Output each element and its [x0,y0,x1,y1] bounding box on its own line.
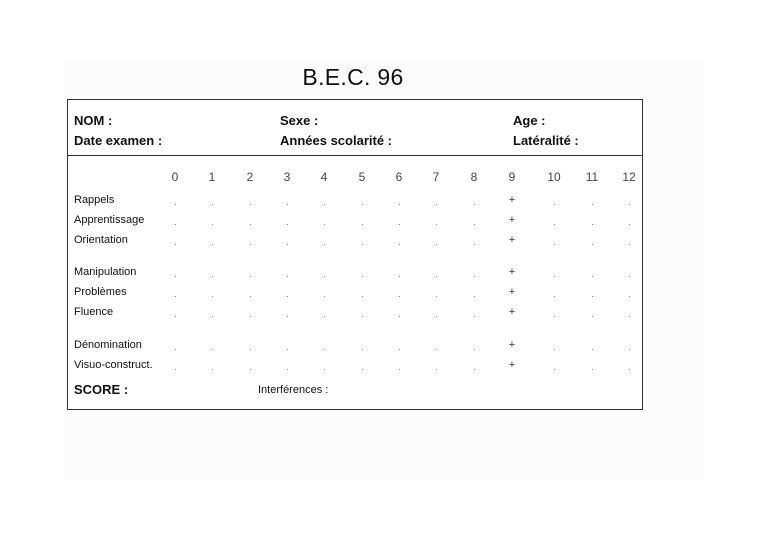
scale-dot [554,296,555,297]
scale-dot [399,296,400,297]
scale-dot [175,296,176,297]
scale-dot [629,276,630,277]
scale-number: 0 [171,170,179,184]
scale-dot [399,224,400,225]
scale-dot [250,244,251,245]
scale-number: 1 [208,170,216,184]
scale-dot [250,369,251,370]
scale-dot [436,349,437,350]
scale-number: 9 [508,170,516,184]
scale-dot [554,224,555,225]
scale-dot [629,369,630,370]
scale-dot [436,369,437,370]
scale-dot [175,276,176,277]
scale-dot [324,244,325,245]
scale-dot [324,316,325,317]
subtest-label: Visuo-construct. [74,359,153,371]
scale-dot [592,276,593,277]
scale-dot [554,244,555,245]
scale-dot [250,224,251,225]
scale-number: 12 [622,170,636,184]
interferences-label: Interférences : [258,384,329,396]
plus-marker: + [508,234,516,246]
scale-dot [436,296,437,297]
scale-dot [629,244,630,245]
scale-dot [287,369,288,370]
scale-number: 3 [283,170,291,184]
scale-dot [592,316,593,317]
scale-dot [250,316,251,317]
scale-dot [474,369,475,370]
scale-dot [287,204,288,205]
scale-dot [287,244,288,245]
scale-dot [436,204,437,205]
subtest-label: Dénomination [74,339,142,351]
scale-dot [324,276,325,277]
plus-marker: + [508,359,516,371]
scale-dot [212,276,213,277]
scale-dot [175,244,176,245]
score-label: SCORE : [74,382,129,397]
scale-dot [362,316,363,317]
scale-dot [554,276,555,277]
scale-dot [554,369,555,370]
scale-dot [212,204,213,205]
plus-marker: + [508,306,516,318]
scale-dot [362,224,363,225]
subtest-label: Orientation [74,234,128,246]
scale-dot [629,204,630,205]
scale-number: 6 [395,170,403,184]
scale-dot [629,316,630,317]
scale-dot [592,204,593,205]
scale-dot [436,276,437,277]
scale-dot [592,369,593,370]
scale-dot [436,244,437,245]
scale-number: 7 [432,170,440,184]
scale-dot [212,349,213,350]
date-examen-label: Date examen : [74,133,163,148]
scale-dot [362,204,363,205]
scale-dot [399,369,400,370]
scale-dot [175,349,176,350]
subtest-label: Problèmes [74,286,127,298]
scale-dot [324,296,325,297]
scale-number: 10 [547,170,561,184]
scale-dot [212,224,213,225]
lateralite-label: Latéralité : [513,133,579,148]
scale-dot [175,204,176,205]
annees-scolarite-label: Années scolarité : [280,133,392,148]
form-title: B.E.C. 96 [302,64,404,90]
scale-dot [554,349,555,350]
scale-dot [554,316,555,317]
scale-dot [592,224,593,225]
subtest-label: Fluence [74,306,114,318]
scale-dot [399,204,400,205]
scale-dot [212,244,213,245]
scale-dot [474,296,475,297]
scale-dot [175,369,176,370]
scale-number: 2 [246,170,254,184]
scale-dot [287,296,288,297]
scale-dot [287,349,288,350]
scale-dot [592,296,593,297]
scale-dot [362,369,363,370]
plus-marker: + [508,286,516,298]
subtest-label: Manipulation [74,266,137,278]
scale-dot [629,296,630,297]
scale-dot [474,224,475,225]
scale-dot [399,349,400,350]
scale-dot [324,224,325,225]
scale-dot [324,349,325,350]
scale-dot [362,276,363,277]
plus-marker: + [508,339,516,351]
header-divider [68,155,642,156]
scale-dot [287,276,288,277]
scale-dot [399,276,400,277]
scale-dot [592,244,593,245]
scale-dot [554,204,555,205]
scale-dot [175,224,176,225]
scale-dot [212,296,213,297]
scale-dot [362,244,363,245]
scale-dot [629,349,630,350]
scale-dot [474,349,475,350]
scale-number: 8 [470,170,478,184]
scale-dot [362,349,363,350]
subtest-label: Rappels [74,194,115,206]
scale-number: 4 [320,170,328,184]
scale-dot [212,369,213,370]
scale-dot [592,349,593,350]
plus-marker: + [508,214,516,226]
scale-dot [287,316,288,317]
scale-dot [250,276,251,277]
scale-dot [436,316,437,317]
plus-marker: + [508,266,516,278]
assessment-form [67,99,643,410]
scale-dot [474,204,475,205]
age-label: Age : [513,113,546,128]
scale-number: 11 [585,170,599,184]
scale-dot [250,296,251,297]
sexe-label: Sexe : [280,113,319,128]
subtest-label: Apprentissage [74,214,145,226]
scale-dot [212,316,213,317]
scale-dot [474,316,475,317]
scale-dot [175,316,176,317]
scale-number: 5 [358,170,366,184]
plus-marker: + [508,194,516,206]
scale-dot [250,349,251,350]
scale-dot [324,369,325,370]
scale-dot [436,224,437,225]
scale-dot [629,224,630,225]
scale-dot [324,204,325,205]
scale-dot [474,276,475,277]
scale-dot [399,316,400,317]
scale-dot [399,244,400,245]
scale-dot [362,296,363,297]
scale-dot [250,204,251,205]
scale-dot [287,224,288,225]
scale-dot [474,244,475,245]
nom-label: NOM : [74,113,113,128]
